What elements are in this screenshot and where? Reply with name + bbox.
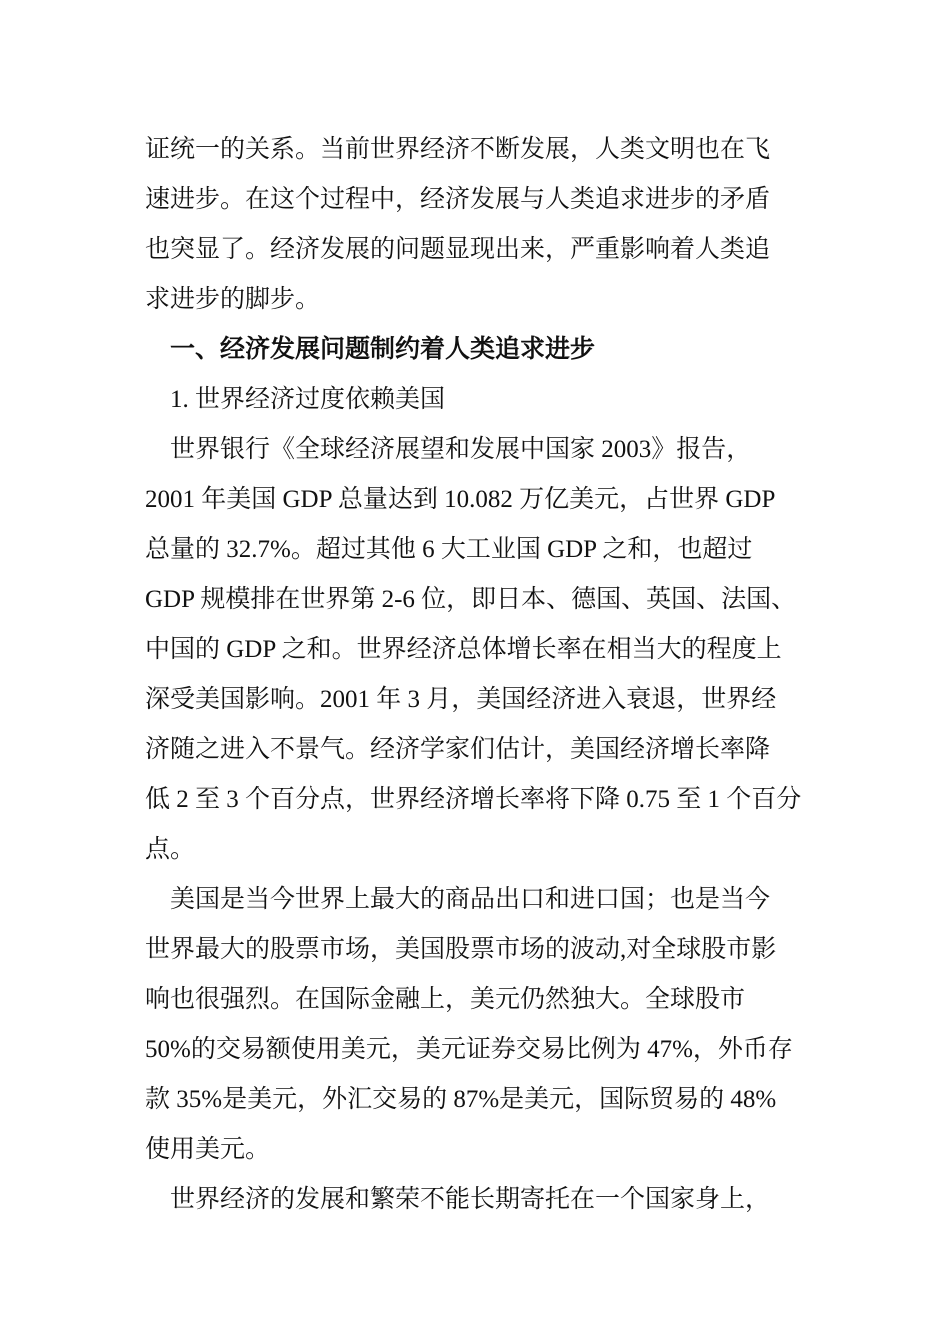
text-line: 速进步。在这个过程中，经济发展与人类追求进步的矛盾: [145, 186, 771, 213]
text-line: 深受美国影响。2001 年 3 月，美国经济进入衰退，世界经: [145, 686, 777, 713]
text-line: 总量的 32.7%。超过其他 6 大工业国 GDP 之和，也超过: [145, 536, 753, 563]
text-line: 低 2 至 3 个百分点，世界经济增长率将下降 0.75 至 1 个百分: [145, 786, 802, 813]
text-line: 50%的交易额使用美元，美元证券交易比例为 47%，外币存: [145, 1036, 793, 1063]
text-line: 中国的 GDP 之和。世界经济总体增长率在相当大的程度上: [145, 636, 782, 663]
text-line: 世界银行《全球经济展望和发展中国家 2003》报告，: [170, 436, 752, 463]
text-line: 响也很强烈。在国际金融上，美元仍然独大。全球股市: [145, 986, 746, 1013]
subsection-heading: [145, 375, 810, 425]
section-heading: [145, 325, 810, 375]
text-line: 款 35%是美元，外汇交易的 87%是美元，国际贸易的 48%: [145, 1086, 777, 1113]
text-line: 证统一的关系。当前世界经济不断发展，人类文明也在飞: [145, 136, 771, 163]
heading-text: 一、经济发展问题制约着人类追求进步: [170, 336, 596, 363]
text-line: 使用美元。: [145, 1136, 271, 1163]
text-line: GDP 规模排在世界第 2-6 位，即日本、德国、英国、法国、: [145, 586, 797, 613]
paragraph-intro: [145, 125, 810, 325]
subheading-text: 1. 世界经济过度依赖美国: [170, 386, 446, 413]
text-line: 求进步的脚步。: [145, 286, 321, 313]
paragraph-closing: [145, 1175, 810, 1225]
text-line: 2001 年美国 GDP 总量达到 10.082 万亿美元，占世界 GDP: [145, 486, 776, 513]
document-body: [145, 125, 810, 1225]
text-line: 也突显了。经济发展的问题显现出来，严重影响着人类追: [145, 236, 771, 263]
paragraph-gdp: [145, 425, 810, 875]
paragraph-trade: [145, 875, 810, 1175]
text-line: 世界最大的股票市场，美国股票市场的波动,对全球股市影: [145, 936, 777, 963]
text-line: 美国是当今世界上最大的商品出口和进口国；也是当今: [170, 886, 771, 913]
text-line: 世界经济的发展和繁荣不能长期寄托在一个国家身上，: [170, 1186, 771, 1213]
text-line: 济随之进入不景气。经济学家们估计，美国经济增长率降: [145, 736, 771, 763]
text-line: 点。: [145, 836, 196, 863]
